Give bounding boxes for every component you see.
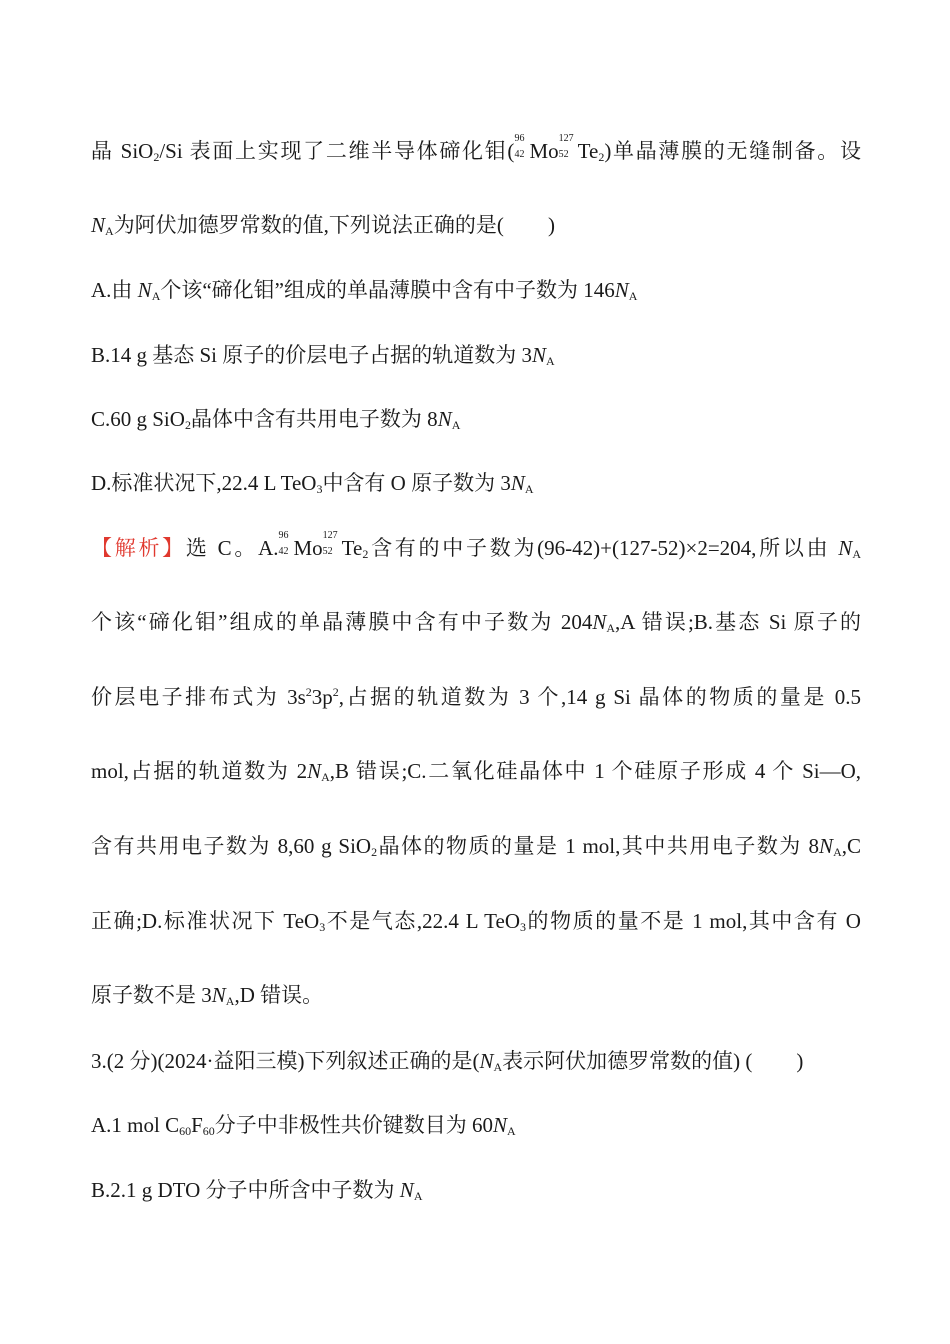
q2-option-c: C.60 g SiO$_2$晶体中含有共用电子数为 $8N_A$ — [91, 407, 461, 432]
q3-option-a: A.1 mol $C_{60}F_{60}$分子中非极性共价键数目为 $60N_A$ — [91, 1113, 516, 1138]
mo-isotope-notation: 96 42 — [278, 530, 289, 557]
analysis-line-5: 含有共用电子数为 8,60 g SiO$_2$晶体的物质的量是 1 mol,其中共用电子数为 $8N_A,C$ — [91, 834, 861, 859]
analysis-line-3: 价层电子排布式为 $3s^23p^2$,占据的轨道数为 3 个,14 g Si 晶体的物质的量是 0.5 — [91, 685, 862, 709]
q3-stem: 3.(2 分)(2024·益阳三模)下列叙述正确的是($N_A$表示阿伏加德罗常数的值) ( ) — [91, 1049, 804, 1074]
te-isotope-notation: 127 52 — [558, 133, 574, 160]
q3-option-b: B.2.1 g DTO 分子中所含中子数为 $N_A$ — [91, 1178, 423, 1203]
q2-stem-line-1: 晶 SiO$_2$/Si 表面上实现了二维半导体碲化钼( 96 42 Mo 127 52 $Te_2$)单晶薄膜的无缝制备。设 — [91, 133, 862, 164]
analysis-line-6: 正确;D.标准状况下 TeO$_3$不是气态,22.4 L TeO$_3$的物质的量不是 1 mol,其中含有 O — [91, 909, 861, 934]
mo-isotope-notation: 96 42 — [514, 133, 525, 160]
q2-stem-line-2: $N_A$为阿伏加德罗常数的值,下列说法正确的是( ) — [91, 213, 555, 238]
analysis-line-7: 原子数不是 $3N_A,D$ 错误。 — [91, 983, 324, 1008]
analysis-line-1: 【解析】选 C。A. 96 42 Mo 127 52 $Te_2$含有的中子数为(96-42)+(127-52)×2=204,所以由 $N_A$ — [91, 530, 861, 561]
te-isotope-notation: 127 52 — [322, 530, 338, 557]
analysis-line-2: 个该“碲化钼”组成的单晶薄膜中含有中子数为 $204N_A,A$ 错误;B.基态 Si 原子的 — [91, 610, 862, 635]
q2-option-d: D.标准状况下,22.4 L TeO$_3$中含有 O 原子数为 $3N_A$ — [91, 471, 534, 496]
q2-option-a: A.由 $N_A$个该“碲化钼”组成的单晶薄膜中含有中子数为 $146N_A$ — [91, 278, 638, 303]
analysis-tag: 【解析】 — [91, 536, 186, 560]
analysis-line-4: mol,占据的轨道数为 $2N_A,B$ 错误;C.二氧化硅晶体中 1 个硅原子形成 4 个 Si—O, — [91, 759, 862, 784]
q2-option-b: B.14 g 基态 Si 原子的价层电子占据的轨道数为 $3N_A$ — [91, 343, 555, 368]
